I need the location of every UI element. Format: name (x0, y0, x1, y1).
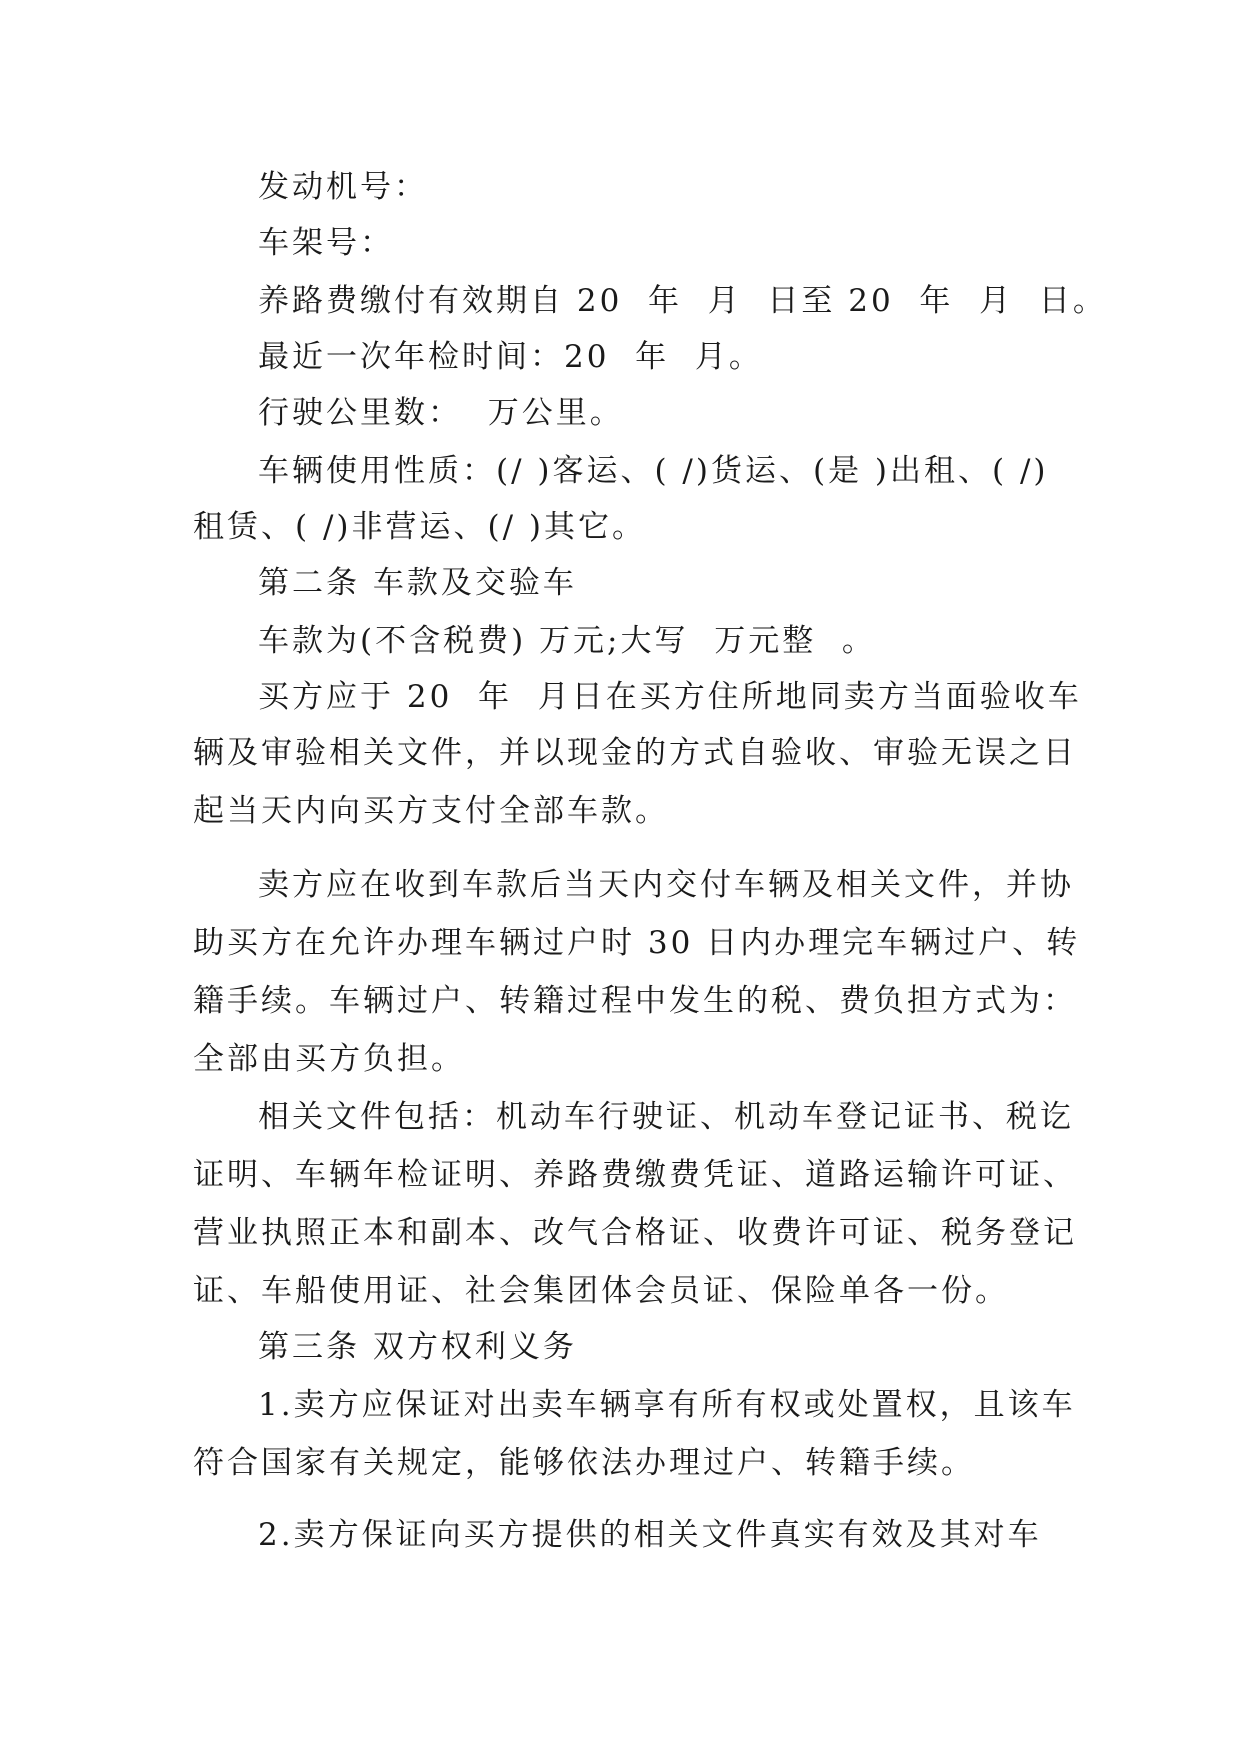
article-two-heading: 第二条 车款及交验车 (258, 565, 577, 601)
mileage-line: 行驶公里数： 万公里。 (258, 395, 624, 431)
clause-two-line: 2.卖方保证向买方提供的相关文件真实有效及其对车 (258, 1517, 1042, 1553)
last-inspection-line: 最近一次年检时间：20 年 月。 (258, 339, 763, 375)
clause-one-line: 符合国家有关规定，能够依法办理过户、转籍手续。 (193, 1445, 975, 1481)
frame-number-line: 车架号： (258, 225, 394, 261)
vehicle-usage-line: 车辆使用性质：(/ )客运、( /)货运、(是 )出租、( /) (258, 453, 1049, 489)
related-documents-paragraph-line: 营业执照正本和副本、改气合格证、收费许可证、税务登记 (193, 1215, 1077, 1251)
buyer-inspection-paragraph-line: 辆及审验相关文件，并以现金的方式自验收、审验无误之日 (193, 735, 1077, 771)
price-line: 车款为(不含税费) 万元;大写 万元整 。 (258, 623, 876, 659)
seller-delivery-paragraph-line: 全部由买方负担。 (193, 1041, 465, 1077)
related-documents-paragraph-line: 证明、车辆年检证明、养路费缴费凭证、道路运输许可证、 (193, 1157, 1077, 1193)
article-three-heading: 第三条 双方权利义务 (258, 1329, 577, 1365)
road-fee-period-line: 养路费缴付有效期自 20 年 月 日至 20 年 月 日。 (258, 283, 1107, 319)
seller-delivery-paragraph-line: 助买方在允许办理车辆过户时 30 日内办理完车辆过户、转 (193, 925, 1081, 961)
engine-number-line: 发动机号： (258, 169, 428, 205)
buyer-inspection-paragraph-line: 起当天内向买方支付全部车款。 (193, 793, 669, 829)
seller-delivery-paragraph-line: 卖方应在收到车款后当天内交付车辆及相关文件，并协 (258, 867, 1074, 903)
seller-delivery-paragraph-line: 籍手续。车辆过户、转籍过程中发生的税、费负担方式为： (193, 983, 1077, 1019)
related-documents-paragraph-line: 相关文件包括：机动车行驶证、机动车登记证书、税讫 (258, 1099, 1074, 1135)
buyer-inspection-paragraph-line: 买方应于 20 年 月日在买方住所地同卖方当面验收车 (258, 679, 1082, 715)
related-documents-paragraph-line: 证、车船使用证、社会集团体会员证、保险单各一份。 (193, 1273, 1009, 1309)
clause-one-line: 1.卖方应保证对出卖车辆享有所有权或处置权，且该车 (258, 1387, 1076, 1423)
vehicle-usage-line-cont: 租赁、( /)非营运、(/ )其它。 (193, 509, 646, 545)
